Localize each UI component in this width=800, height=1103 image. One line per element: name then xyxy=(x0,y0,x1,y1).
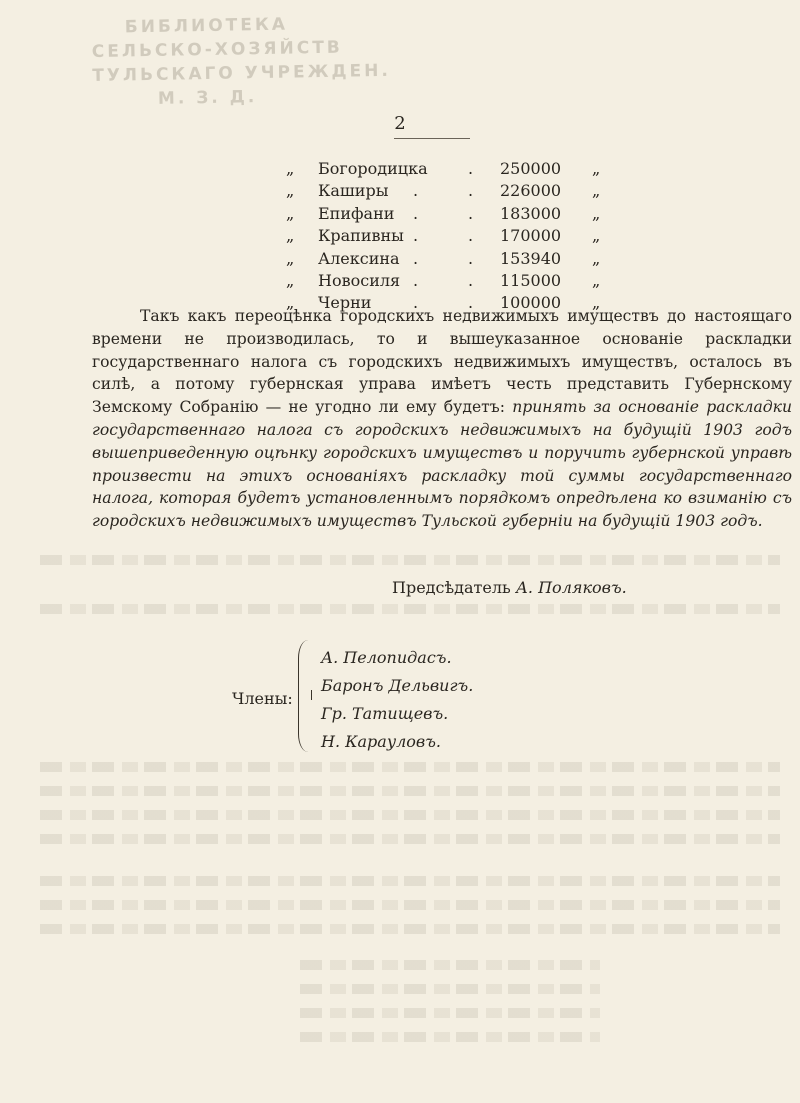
ditto-mark: „ xyxy=(286,204,295,223)
ditto-mark: „ xyxy=(286,159,295,178)
leader-dot: . xyxy=(468,159,474,178)
bleed-through-line xyxy=(40,555,780,565)
member-name: Гр. Татищевъ. xyxy=(321,704,449,723)
bleed-through-line xyxy=(40,810,780,820)
ditto-mark: „ xyxy=(592,293,601,312)
town-value: 115000 xyxy=(500,271,562,290)
town-name: Черни xyxy=(318,293,372,312)
leader-dot: . xyxy=(468,204,474,223)
town-value: 100000 xyxy=(500,293,562,312)
member-name: А. Пелопидасъ. xyxy=(321,648,452,667)
town-row xyxy=(0,225,800,247)
stamp-line: М. З. Д. xyxy=(157,87,258,109)
town-name: Алексина xyxy=(318,249,400,268)
ditto-mark: „ xyxy=(592,226,601,245)
town-value: 170000 xyxy=(500,226,562,245)
member-name: Баронъ Дельвигъ. xyxy=(321,676,474,695)
town-row xyxy=(0,180,800,202)
town-row xyxy=(0,270,800,292)
leader-dot: . xyxy=(468,181,474,200)
town-row xyxy=(0,248,800,270)
paragraph-resolution-italic: принять за основаніе раскладки государственнаго налога съ городскихъ недвижимыхъ на будущій 1903 годъ вышеприведенную оцѣнку городскихъ имуществъ и поручить губернской управѣ произвести на этихъ основаніяхъ раскладку той суммы государственнаго налога, которая будетъ установленнымъ порядкомъ опредѣлена ко взиманію съ городскихъ недвижимыхъ имуществъ Тульской губерніи на будущій 1903 годъ. xyxy=(92,398,793,531)
leader-dot: . xyxy=(413,204,419,223)
leader-dot: . xyxy=(468,249,474,268)
paragraph-text: Такъ какъ переоцѣнка городскихъ недвижимыхъ имуществъ до настоящаго времени не производилась, то и вышеуказанное основаніе раскладки государственнаго налога съ городскихъ недвижимыхъ имуществъ, осталось въ силѣ, а потому губернская управа имѣетъ честь представить Губернскому Земскому Собранію — не угодно ли ему будетъ: xyxy=(92,307,792,417)
members-brace-tip xyxy=(303,690,312,700)
ditto-mark: „ xyxy=(286,181,295,200)
ditto-mark: „ xyxy=(286,249,295,268)
leader-dot: . xyxy=(413,181,419,200)
town-value: 153940 xyxy=(500,249,562,268)
town-row xyxy=(0,203,800,225)
leader-dot: . xyxy=(468,293,474,312)
stamp-line: СЕЛЬСКО-ХОЗЯЙСТВ xyxy=(91,37,343,63)
ditto-mark: „ xyxy=(286,271,295,290)
bleed-through-line xyxy=(40,900,780,910)
stamp-line: БИБЛИОТЕКА xyxy=(124,14,289,38)
leader-dot: . xyxy=(413,271,419,290)
bleed-through-line xyxy=(40,762,780,772)
bleed-through-line xyxy=(300,1008,600,1018)
resolution-paragraph xyxy=(92,305,792,533)
leader-dot: . xyxy=(413,249,419,268)
bleed-through-line xyxy=(300,984,600,994)
leader-dot: . xyxy=(468,271,474,290)
bleed-through-line xyxy=(300,960,600,970)
bleed-through-line xyxy=(40,834,780,844)
bleed-through-line xyxy=(40,924,780,934)
town-name: Богородицка xyxy=(318,159,428,178)
town-value: 226000 xyxy=(500,181,562,200)
ditto-mark: „ xyxy=(592,181,601,200)
ditto-mark: „ xyxy=(592,249,601,268)
town-name: Крапивны xyxy=(318,226,404,245)
ditto-mark: „ xyxy=(286,293,295,312)
town-value: 183000 xyxy=(500,204,562,223)
ditto-mark: „ xyxy=(592,159,601,178)
leader-dot: . xyxy=(413,293,419,312)
chairman-signature xyxy=(392,578,627,597)
town-name: Новосиля xyxy=(318,271,401,290)
town-value: 250000 xyxy=(500,159,562,178)
header-rule xyxy=(394,138,470,139)
chairman-label: Предсѣдатель xyxy=(392,578,511,597)
town-row xyxy=(0,158,800,180)
town-name: Епифани xyxy=(318,204,395,223)
page-number: 2 xyxy=(394,113,406,134)
stamp-line: ТУЛЬСКАГО УЧРЕЖДЕН. xyxy=(92,60,392,87)
library-stamp xyxy=(91,12,392,112)
members-label: Члены: xyxy=(232,689,293,708)
town-name: Каширы xyxy=(318,181,389,200)
leader-dot: . xyxy=(413,226,419,245)
chairman-name: А. Поляковъ. xyxy=(515,578,627,597)
bleed-through-line xyxy=(40,876,780,886)
bleed-through-line xyxy=(300,1032,600,1042)
bleed-through-line xyxy=(40,786,780,796)
ditto-mark: „ xyxy=(286,226,295,245)
ditto-mark: „ xyxy=(592,271,601,290)
ditto-mark: „ xyxy=(592,204,601,223)
leader-dot: . xyxy=(468,226,474,245)
member-name: Н. Карауловъ. xyxy=(321,732,441,751)
bleed-through-line xyxy=(40,604,780,614)
